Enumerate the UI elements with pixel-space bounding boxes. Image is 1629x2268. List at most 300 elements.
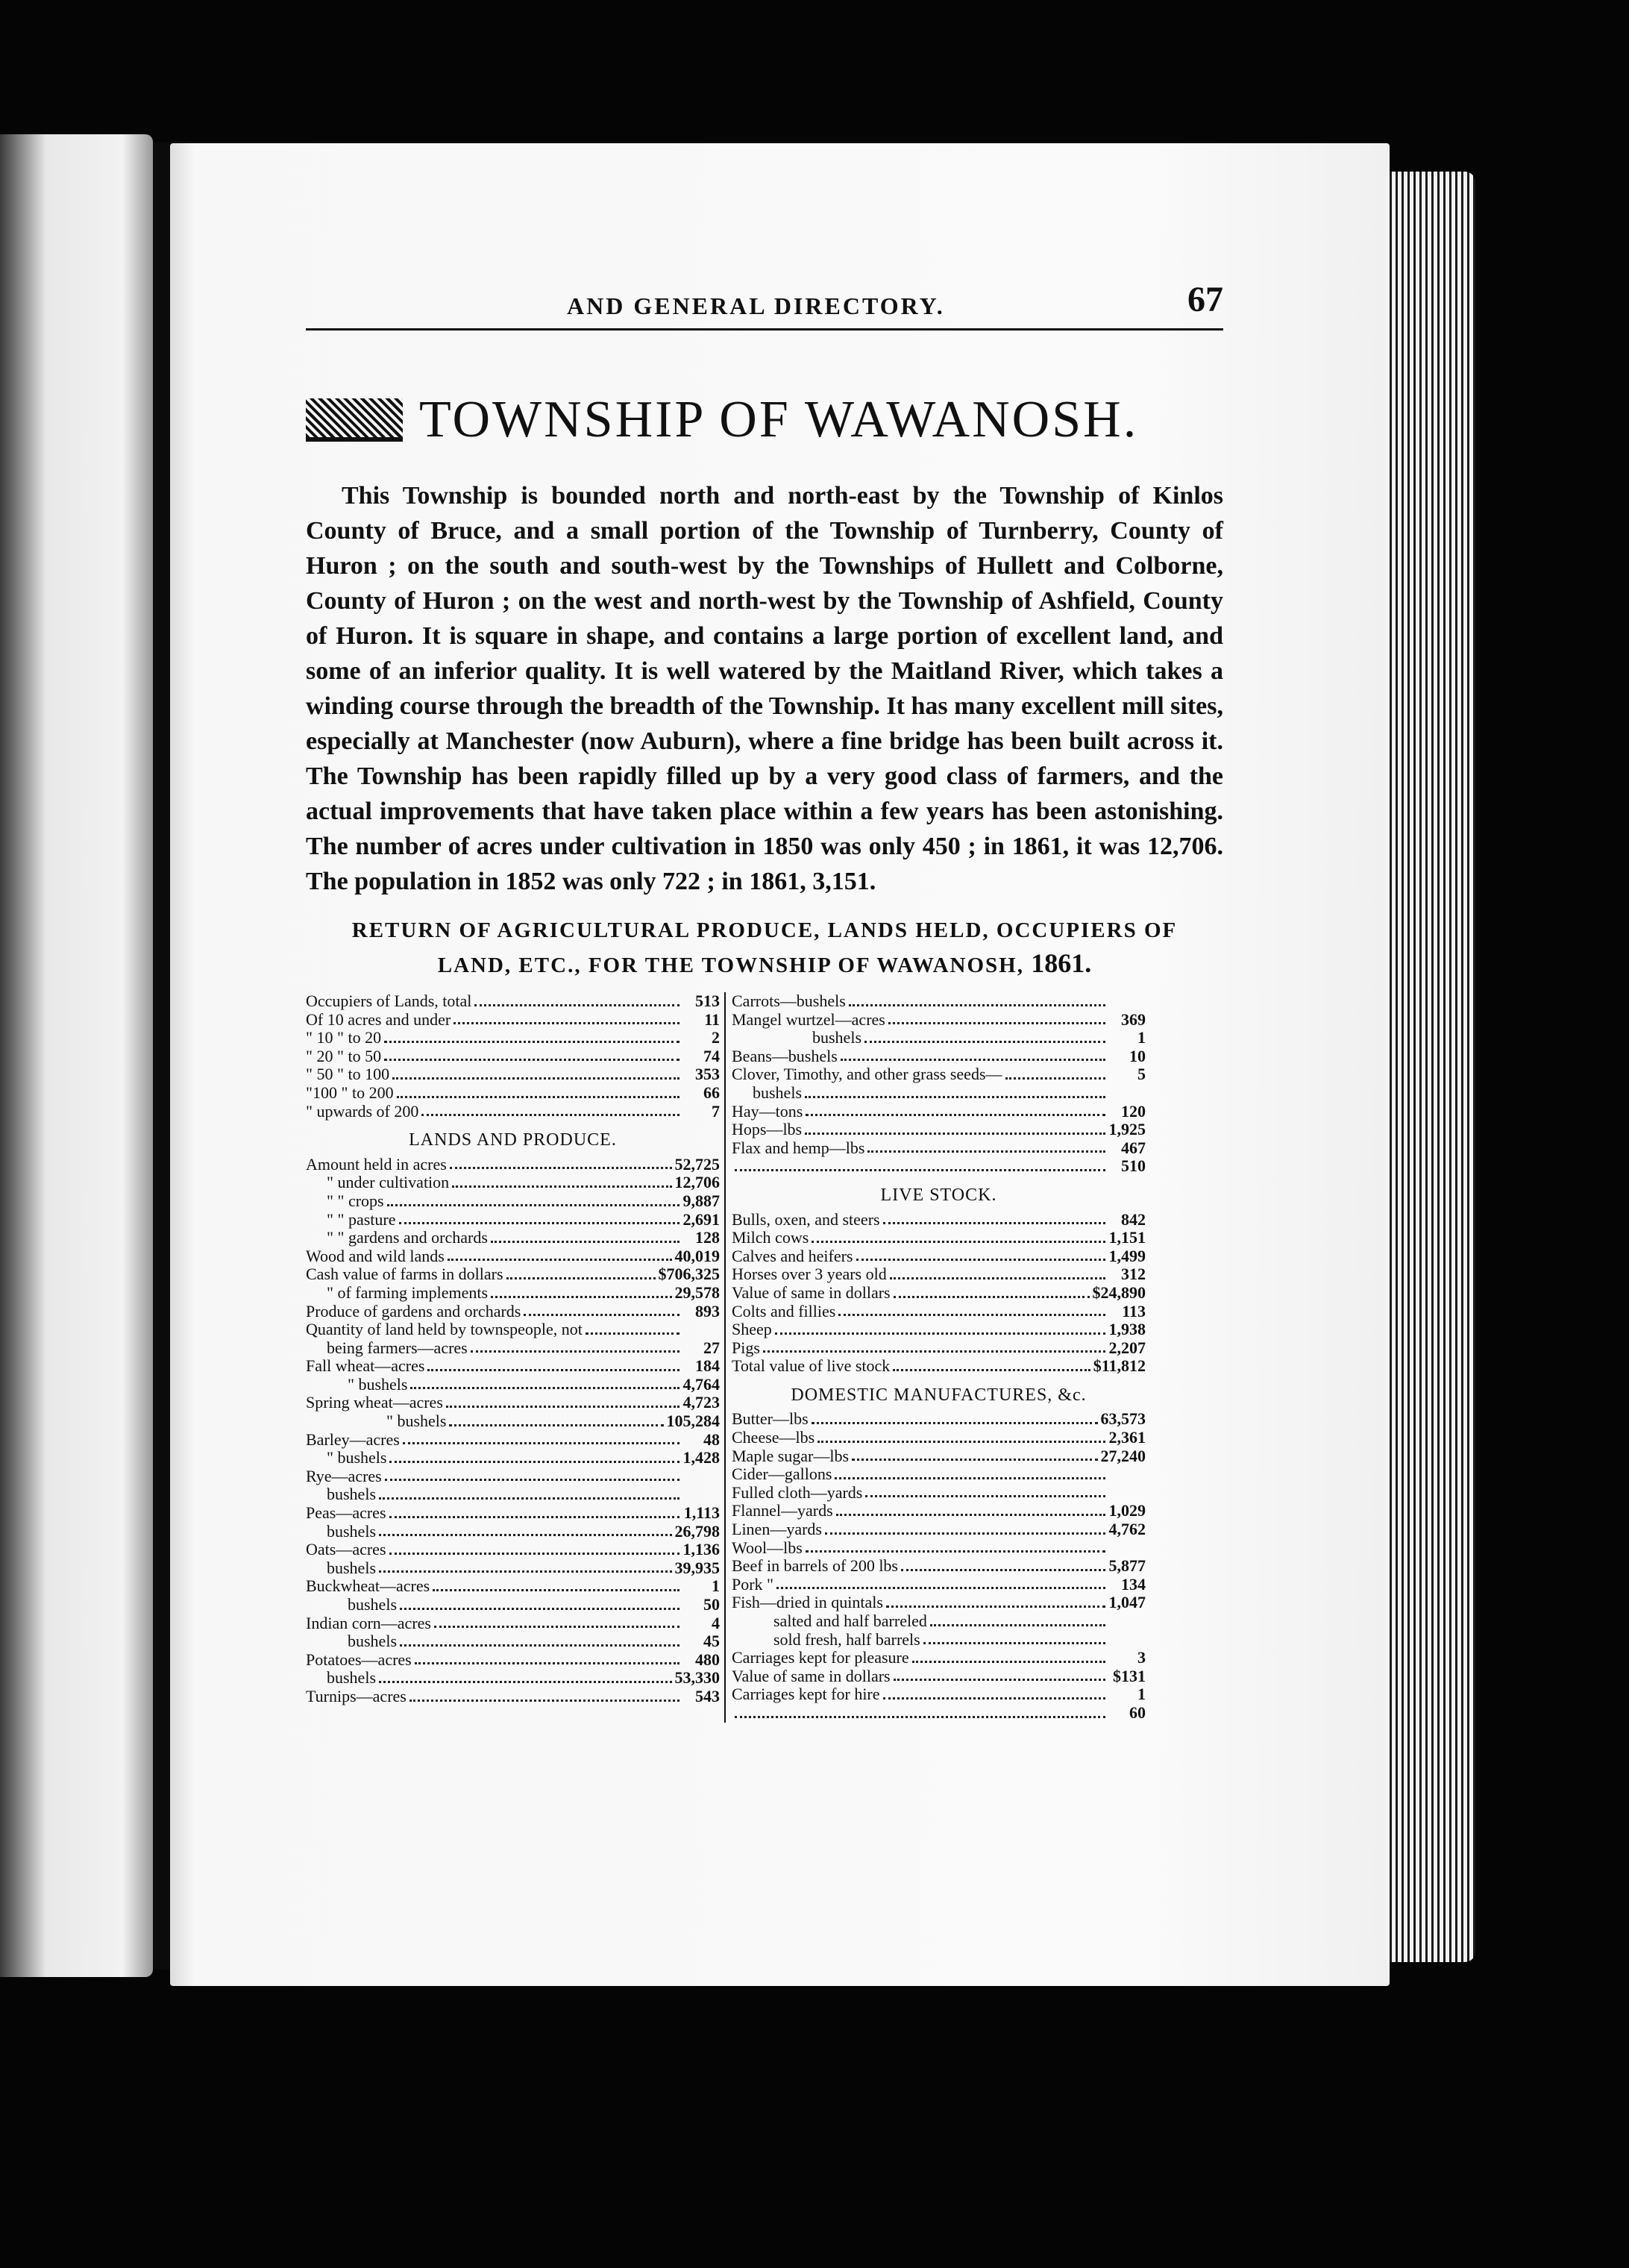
row-label: Fish—dried in quintals (732, 1593, 883, 1612)
table-row (306, 1614, 720, 1633)
row-value: 1 (1137, 1028, 1146, 1047)
produce-list (732, 992, 1146, 1176)
table-row (732, 1685, 1146, 1704)
row-value: 63,573 (1100, 1409, 1146, 1429)
row-label: " of farming implements (327, 1282, 489, 1302)
row-label: Wool—lbs (732, 1538, 803, 1557)
row-value: 1 (1137, 1685, 1146, 1704)
table-row (732, 1447, 1146, 1466)
row-label: bushels (327, 1521, 376, 1541)
row-label: Carrots—bushels (732, 992, 846, 1010)
row-value: 60 (1129, 1702, 1146, 1722)
leader-dots (864, 1041, 1105, 1043)
table-row (306, 1559, 720, 1578)
row-label: Calves and heifers (732, 1246, 853, 1265)
leader-dots (817, 1441, 1105, 1443)
row-value: 1,151 (1108, 1228, 1146, 1247)
leader-dots (450, 1167, 672, 1169)
leader-dots (865, 1495, 1105, 1497)
leader-dots (812, 1422, 1098, 1424)
manufactures-heading: DOMESTIC MANUFACTURES, &c. (791, 1385, 1087, 1405)
row-label: Milch cows (732, 1228, 809, 1247)
table-row (732, 1649, 1146, 1667)
occupiers-list (306, 992, 720, 1121)
livestock-list (732, 1211, 1146, 1376)
table-row (732, 1303, 1146, 1321)
row-label: " " crops (327, 1191, 384, 1210)
leader-dots (763, 1350, 1105, 1353)
row-value: 12,706 (674, 1173, 720, 1192)
table-row (306, 992, 720, 1011)
table-row (732, 1557, 1146, 1576)
leader-dots (471, 1350, 679, 1353)
table-row (306, 1541, 720, 1559)
leader-dots (384, 1041, 679, 1043)
table-row (306, 1192, 720, 1211)
leader-dots (410, 1387, 679, 1389)
leader-dots (883, 1222, 1105, 1224)
row-value: 4 (712, 1613, 720, 1632)
row-value: 128 (695, 1228, 720, 1247)
leader-dots (446, 1406, 679, 1408)
row-value: 1,499 (1108, 1246, 1146, 1265)
row-label: Total value of live stock (732, 1356, 891, 1376)
row-label: Peas—acres (306, 1503, 386, 1523)
page-number: 67 (1187, 280, 1223, 319)
table-row (306, 1011, 720, 1030)
table-row (732, 1594, 1146, 1612)
row-label: Cheese—lbs (732, 1428, 815, 1447)
leader-dots (867, 1150, 1105, 1153)
leader-dots (392, 1077, 679, 1080)
row-value: 52,725 (674, 1154, 720, 1174)
row-value: $131 (1113, 1666, 1146, 1685)
row-label: "100 " to 200 (306, 1083, 394, 1102)
row-value: 2,207 (1108, 1338, 1146, 1357)
table-row (306, 1449, 720, 1467)
table-row (732, 992, 1146, 1011)
table-row (306, 1321, 720, 1339)
row-label: Pork " (732, 1574, 774, 1594)
leader-dots (735, 1716, 1105, 1718)
table-row (306, 1265, 720, 1284)
statistics-table (306, 992, 1223, 1723)
table-row (306, 1577, 720, 1596)
row-value: 510 (1121, 1156, 1146, 1176)
table-row (306, 1651, 720, 1670)
row-label: Carriages kept for hire (732, 1685, 880, 1704)
table-row (306, 1357, 720, 1376)
table-row (732, 1139, 1146, 1158)
table-row (306, 1229, 720, 1247)
leader-dots (886, 1606, 1105, 1608)
row-value: 4,723 (682, 1393, 720, 1412)
row-value: 1,029 (1108, 1501, 1146, 1520)
row-value: 513 (695, 992, 720, 1010)
table-row (732, 1103, 1146, 1121)
leader-dots (888, 1022, 1105, 1024)
row-label: salted and half barreled (773, 1611, 927, 1630)
row-label: bushels (327, 1668, 376, 1688)
table-row (306, 1596, 720, 1614)
row-label: Flannel—yards (732, 1501, 833, 1520)
leader-dots (379, 1570, 672, 1573)
left-column (306, 992, 726, 1723)
table-row (732, 1539, 1146, 1558)
leader-dots (403, 1442, 679, 1444)
running-title: AND GENERAL DIRECTORY. (567, 292, 945, 319)
table-row (732, 1265, 1146, 1284)
row-label: " bushels (348, 1374, 408, 1394)
leader-dots (775, 1332, 1105, 1335)
leader-dots (427, 1369, 679, 1371)
row-label: Of 10 acres and under (306, 1009, 451, 1029)
row-value: 480 (695, 1650, 720, 1669)
table-row (306, 1504, 720, 1523)
running-head (306, 276, 1223, 331)
row-value: 4,764 (682, 1374, 720, 1394)
row-label: Cider—gallons (732, 1465, 832, 1484)
leader-dots (384, 1059, 679, 1061)
row-value: 5,877 (1108, 1556, 1146, 1576)
table-row (732, 1631, 1146, 1650)
table-row (732, 1339, 1146, 1358)
leader-dots (812, 1241, 1105, 1243)
section-heading (306, 390, 1223, 450)
table-row (306, 1467, 720, 1486)
table-row (732, 1520, 1146, 1539)
row-value: 2 (712, 1028, 720, 1047)
row-label: Barley—acres (306, 1429, 400, 1449)
row-value: 27 (703, 1338, 720, 1357)
row-label: Rye—acres (306, 1466, 382, 1485)
row-label: Clover, Timothy, and other grass seeds— (732, 1065, 1002, 1084)
table-row (306, 1376, 720, 1394)
row-label: Fall wheat—acres (306, 1356, 425, 1376)
row-value: 2,361 (1108, 1428, 1146, 1447)
leader-dots (379, 1681, 672, 1683)
row-label: Quantity of land held by townspeople, not (306, 1320, 583, 1339)
table-row (306, 1412, 720, 1431)
leader-dots (379, 1497, 679, 1500)
page-title: TOWNSHIP OF WAWANOSH. (419, 391, 1139, 448)
leader-dots (893, 1369, 1090, 1371)
leader-dots (434, 1626, 679, 1628)
row-value: 467 (1121, 1138, 1146, 1157)
row-value: $11,812 (1093, 1356, 1146, 1376)
lands-list (306, 1156, 720, 1706)
row-value: 2,691 (682, 1209, 720, 1229)
leader-dots (835, 1477, 1105, 1479)
row-value: $24,890 (1092, 1282, 1146, 1302)
table-row (306, 1303, 720, 1321)
table-row (306, 1047, 720, 1066)
row-value: 50 (703, 1595, 720, 1614)
row-label: being farmers—acres (327, 1338, 468, 1357)
row-label: Value of same in dollars (732, 1666, 891, 1685)
row-value: 312 (1121, 1265, 1146, 1284)
leader-dots (474, 1004, 679, 1006)
row-label: Pigs (732, 1338, 760, 1357)
leader-dots (894, 1296, 1090, 1298)
row-value: 11 (704, 1009, 720, 1029)
table-row (732, 1284, 1146, 1303)
leader-dots (776, 1587, 1105, 1589)
leader-dots (389, 1553, 679, 1555)
table-row (732, 1667, 1146, 1686)
facing-page-edge (0, 134, 153, 1977)
table-row (732, 1084, 1146, 1103)
row-value: $706,325 (658, 1265, 720, 1284)
return-heading-line2 (306, 947, 1223, 982)
row-value: 113 (1122, 1301, 1146, 1321)
leader-dots (379, 1534, 672, 1536)
row-label: " bushels (386, 1412, 447, 1431)
row-value: 4,762 (1108, 1520, 1146, 1539)
intro-paragraph: This Township is bounded north and north-east by the Township of Kinlos County of Bruce, and a small portion of the Township of Turnberry, County of Huron ; on the south and south-west by the Townships of Hullett and Colborne, County of Huron ; on the west and north-west by the Township of Ashfield, County of Huron. It is square in shape, and contains a large portion of excellent land, and some of an inferior quality. It is well watered by the Maitland River, which takes a winding course through the breadth of the Township. It has many excellent mill sites, especially at Manchester (now Auburn), where a fine bridge has been built across it. The Township has been rapidly filled up by a very good class of farmers, and the actual improvements that have taken place within a few years has been astonishing. The number of acres under cultivation in 1850 was only 450 ; in 1861, it was 12,706. The population in 1852 was only 722 ; in 1861, 3,151. (306, 482, 1223, 895)
leader-dots (825, 1532, 1105, 1535)
leader-dots (448, 1259, 672, 1261)
row-value: 10 (1129, 1046, 1146, 1065)
row-value: 1,136 (682, 1540, 720, 1559)
leader-dots (399, 1222, 680, 1224)
return-heading (306, 914, 1223, 982)
table-row (306, 1247, 720, 1266)
table-row (732, 1011, 1146, 1030)
row-value: 1,113 (683, 1503, 720, 1523)
row-label: " 10 " to 20 (306, 1028, 382, 1047)
table-row (306, 1431, 720, 1450)
table-row (306, 1284, 720, 1303)
row-value: 27,240 (1100, 1446, 1146, 1465)
row-label: Cash value of farms in dollars (306, 1265, 503, 1284)
row-label: Occupiers of Lands, total (306, 992, 472, 1010)
leader-dots (387, 1204, 679, 1206)
row-label: bushels (327, 1485, 376, 1504)
row-label: Hay—tons (732, 1101, 803, 1121)
row-label: bushels (753, 1083, 802, 1102)
row-label: " under cultivation (327, 1173, 450, 1192)
leader-dots (506, 1277, 656, 1279)
row-label: Mangel wurtzel—acres (732, 1009, 885, 1029)
row-value: 184 (695, 1356, 720, 1376)
table-row (732, 1247, 1146, 1266)
row-label: Horses over 3 years old (732, 1265, 887, 1284)
row-label: Value of same in dollars (732, 1282, 891, 1302)
row-label: " " gardens and orchards (327, 1228, 488, 1247)
table-row (306, 1688, 720, 1706)
manufactures-list (732, 1410, 1146, 1722)
row-value: 3 (1137, 1648, 1146, 1667)
row-label: Amount held in acres (306, 1154, 447, 1174)
row-label: " 20 " to 50 (306, 1046, 382, 1065)
row-label: Colts and fillies (732, 1301, 836, 1321)
leader-dots (841, 1059, 1105, 1061)
leader-dots (400, 1644, 679, 1647)
table-row (732, 1704, 1146, 1723)
leader-dots (491, 1296, 671, 1298)
row-label: " bushels (327, 1448, 387, 1467)
row-label: Linen—yards (732, 1520, 822, 1539)
row-label: Spring wheat—acres (306, 1393, 443, 1412)
livestock-heading: LIVE STOCK. (880, 1185, 997, 1205)
table-row (306, 1394, 720, 1412)
row-value: 543 (695, 1686, 720, 1705)
table-row (732, 1047, 1146, 1066)
leader-dots (836, 1514, 1105, 1516)
leader-dots (491, 1241, 679, 1243)
row-value: 842 (1121, 1209, 1146, 1229)
row-value: 74 (703, 1046, 720, 1065)
row-label: Bulls, oxen, and steers (732, 1209, 880, 1229)
leader-dots (415, 1662, 679, 1664)
leader-dots (397, 1096, 679, 1098)
table-row (732, 1065, 1146, 1084)
row-label: Buckwheat—acres (306, 1576, 430, 1596)
leader-dots (890, 1277, 1105, 1279)
table-row (306, 1029, 720, 1047)
table-row (732, 1229, 1146, 1247)
table-row (306, 1339, 720, 1358)
table-row (732, 1484, 1146, 1503)
row-label: " " pasture (327, 1209, 396, 1229)
row-label: Indian corn—acres (306, 1613, 431, 1632)
row-label: bushels (327, 1558, 376, 1577)
row-value: 1,047 (1108, 1593, 1146, 1612)
table-row (306, 1632, 720, 1651)
row-label: Beans—bushels (732, 1046, 838, 1065)
row-value: 105,284 (666, 1412, 720, 1431)
row-label: " 50 " to 100 (306, 1065, 390, 1084)
row-value: 1,428 (682, 1448, 720, 1467)
row-value: 1,925 (1108, 1120, 1146, 1139)
table-row (732, 1121, 1146, 1139)
ornament-icon (306, 398, 403, 442)
row-value: 1 (712, 1576, 720, 1596)
table-row (306, 1084, 720, 1103)
table-row (732, 1612, 1146, 1631)
table-row (306, 1485, 720, 1504)
row-label: Beef in barrels of 200 lbs (732, 1556, 898, 1576)
row-value: 134 (1121, 1574, 1146, 1594)
row-label: Produce of gardens and orchards (306, 1301, 521, 1321)
page-content (306, 276, 1223, 1723)
row-value: 29,578 (674, 1282, 720, 1302)
table-row (732, 1357, 1146, 1376)
row-label: Butter—lbs (732, 1409, 809, 1429)
row-value: 26,798 (674, 1521, 720, 1541)
leader-dots (856, 1259, 1106, 1261)
page-block-edges (1386, 172, 1475, 1962)
row-label: bushels (812, 1028, 861, 1047)
table-row (732, 1410, 1146, 1429)
row-value: 369 (1121, 1009, 1146, 1029)
leader-dots (852, 1459, 1097, 1461)
row-value: 9,887 (682, 1191, 720, 1210)
leader-dots (912, 1661, 1105, 1663)
leader-dots (805, 1096, 1105, 1098)
table-row (306, 1174, 720, 1192)
row-label: Hops—lbs (732, 1120, 803, 1139)
row-value: 53,330 (674, 1668, 720, 1688)
leader-dots (1005, 1077, 1105, 1080)
leader-dots (421, 1114, 679, 1116)
table-row (732, 1157, 1146, 1176)
leader-dots (453, 1022, 679, 1024)
leader-dots (805, 1133, 1105, 1135)
leader-dots (452, 1185, 671, 1188)
leader-dots (735, 1169, 1105, 1171)
row-label: Potatoes—acres (306, 1650, 412, 1669)
return-heading-year: 1861. (1031, 948, 1092, 978)
table-row (732, 1502, 1146, 1520)
leader-dots (524, 1314, 679, 1316)
table-row (732, 1321, 1146, 1339)
leader-dots (849, 1004, 1105, 1006)
row-label: bushels (348, 1632, 397, 1651)
table-row (306, 1523, 720, 1541)
lands-heading: LANDS AND PRODUCE. (409, 1130, 617, 1150)
row-value: 39,935 (674, 1558, 720, 1577)
row-label: sold fresh, half barrels (773, 1629, 920, 1649)
table-row (306, 1669, 720, 1688)
row-label: Fulled cloth—yards (732, 1482, 863, 1502)
right-column (726, 992, 1146, 1723)
leader-dots (894, 1679, 1105, 1681)
row-label: Sheep (732, 1320, 772, 1339)
leader-dots (389, 1516, 679, 1518)
leader-dots (409, 1700, 679, 1702)
row-value: 7 (712, 1101, 720, 1121)
leader-dots (901, 1569, 1105, 1571)
row-label: " upwards of 200 (306, 1101, 419, 1121)
leader-dots (586, 1332, 679, 1335)
table-row (732, 1429, 1146, 1447)
return-heading-text: LAND, ETC., FOR THE TOWNSHIP OF WAWANOSH, (437, 953, 1024, 977)
leader-dots (806, 1550, 1105, 1553)
leader-dots (449, 1424, 663, 1426)
leader-dots (838, 1314, 1105, 1316)
leader-dots (923, 1642, 1105, 1644)
table-row (732, 1029, 1146, 1047)
row-value: 893 (695, 1301, 720, 1321)
leader-dots (806, 1114, 1105, 1116)
leader-dots (883, 1697, 1105, 1700)
leader-dots (930, 1624, 1105, 1626)
row-label: Maple sugar—lbs (732, 1446, 850, 1465)
row-label: Flax and hemp—lbs (732, 1138, 865, 1157)
table-row (306, 1156, 720, 1174)
table-row (306, 1211, 720, 1229)
row-value: 120 (1121, 1101, 1146, 1121)
row-value: 48 (703, 1429, 720, 1449)
table-row (306, 1103, 720, 1121)
row-value: 45 (703, 1632, 720, 1651)
row-label: Wood and wild lands (306, 1246, 445, 1265)
leader-dots (389, 1461, 679, 1463)
table-row (732, 1465, 1146, 1484)
leader-dots (400, 1608, 679, 1610)
table-row (732, 1211, 1146, 1229)
row-label: Carriages kept for pleasure (732, 1648, 909, 1667)
row-value: 353 (695, 1065, 720, 1084)
leader-dots (385, 1479, 679, 1481)
leader-dots (433, 1589, 679, 1591)
return-heading-line1: RETURN OF AGRICULTURAL PRODUCE, LANDS HELD, OCCUPIERS OF (351, 918, 1178, 942)
row-value: 1,938 (1108, 1320, 1146, 1339)
table-row (306, 1065, 720, 1084)
row-label: Turnips—acres (306, 1686, 407, 1705)
